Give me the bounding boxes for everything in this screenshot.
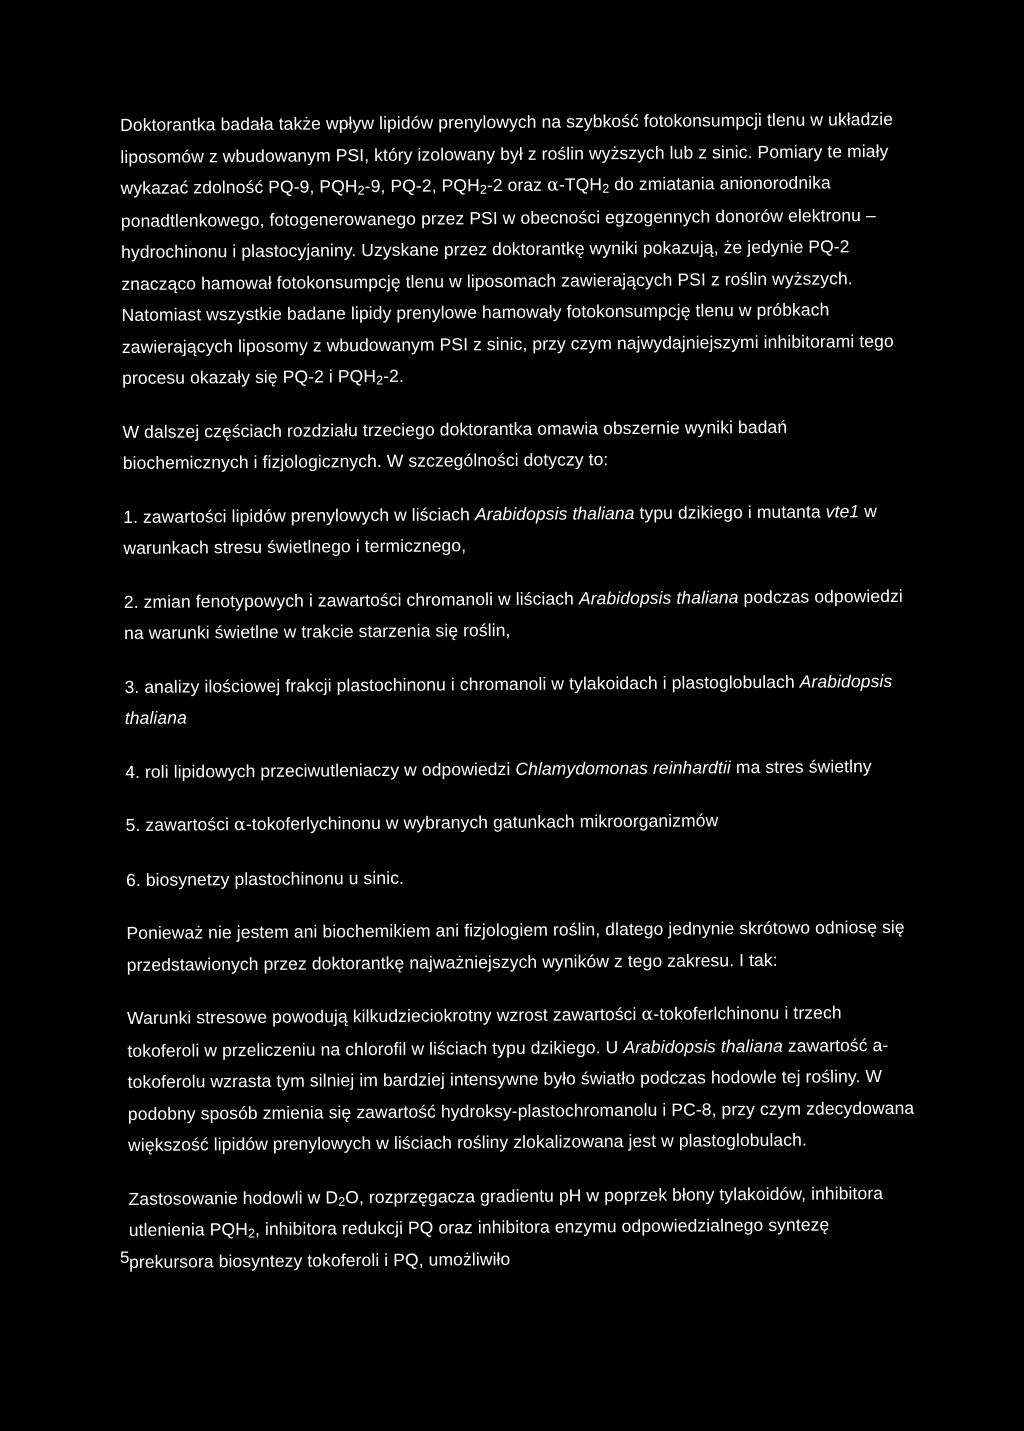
subscript: 2 [602, 181, 610, 196]
italic-term: Arabidopsis thaliana [623, 1035, 784, 1057]
italic-term: Arabidopsis thaliana [124, 670, 893, 728]
italic-term: Arabidopsis thaliana [474, 502, 635, 524]
subscript: 2 [376, 373, 384, 388]
italic-term: Arabidopsis thaliana [578, 586, 739, 608]
list-item-5: 5. zawartości α-tokoferlychinonu w wybranych gatunkach mikroorganizmów [125, 810, 719, 836]
subscript: 2 [338, 1194, 346, 1209]
document-body [120, 104, 919, 1300]
list-item-1: 1. zawartości lipidów prenylowych w liściach Arabidopsis thaliana typu dzikiego i mutanta vte1 w warunkach stresu świetlnego i termicznego, [123, 500, 877, 558]
greek-letter: α [546, 175, 560, 196]
subscript: 2 [247, 1226, 256, 1241]
paragraph-d2o-cultivation: Zastosowanie hodowli w $D_2O$, rozprzęgacza gradientu pH w poprzek błony tylakoidów, inhibitora utlenienia $PQH_2$, inhibitora redukcji PQ oraz inhibitora enzymu odpowiedzialnego syntezę prekursora biosyntezy tokoferoli i PQ, umożliwiło [128, 1182, 884, 1272]
subscript: 2 [479, 182, 487, 197]
list-item-4: 4. roli lipidowych przeciwutleniaczy w odpowiedzi Chlamydomonas reinhardtii ma stres świetlny [125, 755, 872, 782]
list-item-6: 6. biosynetzy plastochinonu u sinic. [125, 867, 405, 890]
paragraph-liposome-study: Doktorantka badała także wpływ lipidów prenylowych na szybkość fotokonsumpcji tlenu w układzie liposomów z wbudowanym PSI, który izolowany był z roślin wyższych lub z sinic. Pomiary te miały wykazać zdolność PQ-9, $PQH_2-9$, PQ-2, $PQH_2-2$ oraz $\alpha-TQH_2$ do zmiatania anionorodnika ponadtlenkowego, fotogenerowanego przez PSI w obecności egzogennych donorów elektronu – hydrochinonu i plastocyjaniny. Uzyskane przez doktorantkę wyniki pokazują, że jedynie PQ-2 znacząco hamował fotokonsumpcję tlenu w liposomach zawierających PSI z roślin wyższych. Natomiast wszystkie badane lipidy prenylowe hamowały fotokonsumpcję tlenu w próbkach zawierających liposomy z wbudowanym PSI z sinic, przy czym najwydajniejszymi inhibitorami tego procesu okazały się PQ-2 i $PQH_2-2$. [120, 108, 894, 388]
italic-term: Chlamydomonas reinhardtii [515, 756, 731, 779]
italic-term: vte1 [825, 500, 860, 521]
list-item-2: 2. zmian fenotypowych i zawartości chromanoli w liściach Arabidopsis thaliana podczas odpowiedzi na warunki świetlne w trakcie starzenia się roślin, [123, 585, 903, 643]
greek-letter: α [641, 1004, 654, 1025]
list-item-3: 3. analizy ilościowej frakcji plastochinonu i chromanoli w tylakoidach i plastoglobulach Arabidopsis thaliana [124, 670, 893, 728]
paragraph-stress-conditions: Warunki stresowe powodują kilkudzieciokrotny wzrost zawartości α-tokoferlchinonu i trzech tokoferoli w przeliczeniu na chlorofil w liściach typu dzikiego. U Arabidopsis thaliana zawartość a-tokoferolu wzrasta tym silniej im bardziej intensywne było światło podczas hodowle tej rośliny. W podobny sposób zmienia się zawartość hydroksy-plastochromanolu i PC-8, przy czym zdecydowana większość lipidów prenylowych w liściach rośliny zlokalizowana jest w plastoglobulach. [127, 1002, 915, 1155]
page-number: 5 [120, 1248, 130, 1267]
paragraph-reviewer-note: Ponieważ nie jestem ani biochemikiem ani fizjologiem roślin, dlatego jednynie skrótowo odniosę się przedstawionych przez doktorantkę najważniejszych wyników z tego zakresu. I tak: [126, 916, 905, 975]
subscript: 2 [357, 183, 365, 198]
paragraph-results-intro: W dalszej częściach rozdziału trzeciego doktorantka omawia obszernie wyniki badań biochemicznych i fizjologicznych. W szczególności dotyczy to: [122, 416, 788, 473]
greek-letter: α [233, 815, 247, 836]
